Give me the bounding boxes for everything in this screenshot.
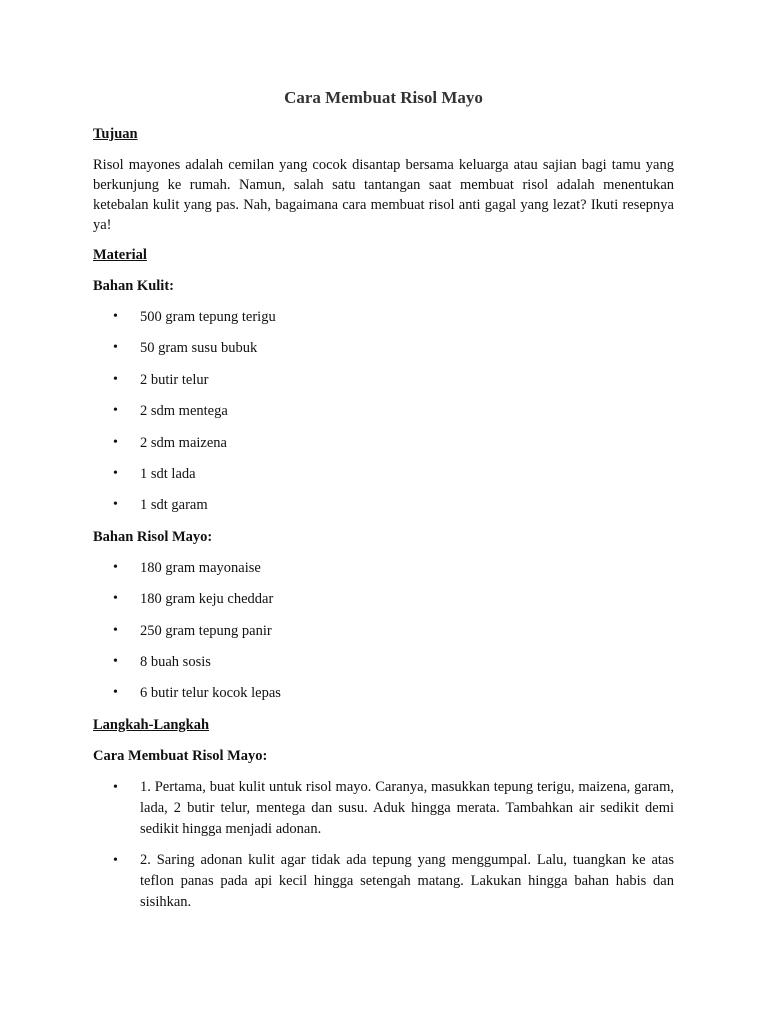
list-item xyxy=(93,307,674,327)
list-item-text: 180 gram keju cheddar xyxy=(140,591,274,608)
bahan-risol-heading: Bahan Risol Mayo: xyxy=(93,528,213,545)
list-item xyxy=(93,558,674,578)
list-item-text: 2 butir telur xyxy=(140,371,209,388)
steps-list xyxy=(93,777,674,913)
list-item xyxy=(93,589,674,609)
bullet-icon: • xyxy=(113,465,118,481)
step-text: 1. Pertama, buat kulit untuk risol mayo. Caranya, masukkan tepung terigu, maizena, garam, lada, 2 butir telur, mentega dan susu. Aduk hingga merata. Tambahkan air sedikit demi sedikit hingga menjadi adonan. xyxy=(140,778,674,837)
bullet-icon: • xyxy=(113,403,118,419)
bullet-icon: • xyxy=(113,309,118,324)
tujuan-heading: Tujuan xyxy=(93,126,138,142)
bullet-icon: • xyxy=(113,559,118,575)
list-item-text: 250 gram tepung panir xyxy=(140,622,272,639)
bahan-risol-list xyxy=(93,558,674,704)
list-item-text: 2 sdm maizena xyxy=(140,434,227,451)
bullet-icon: • xyxy=(113,622,118,638)
list-item-text: 1 sdt lada xyxy=(140,465,196,482)
bullet-icon: • xyxy=(113,434,118,450)
bullet-icon: • xyxy=(113,340,118,356)
page-title: Cara Membuat Risol Mayo xyxy=(284,88,483,107)
bullet-icon: • xyxy=(113,653,118,669)
bullet-icon: • xyxy=(113,371,118,387)
langkah-heading: Langkah-Langkah xyxy=(93,716,210,733)
bullet-icon: • xyxy=(113,591,118,607)
cara-membuat-heading: Cara Membuat Risol Mayo: xyxy=(93,747,268,764)
bahan-kulit-heading: Bahan Kulit: xyxy=(93,278,174,294)
step-item xyxy=(93,777,674,840)
bullet-icon: • xyxy=(113,685,118,701)
list-item xyxy=(93,433,674,453)
material-heading: Material xyxy=(93,247,147,263)
bullet-icon: • xyxy=(113,497,118,513)
bahan-kulit-list xyxy=(93,307,674,515)
list-item-text: 8 buah sosis xyxy=(140,653,211,670)
list-item xyxy=(93,370,674,390)
list-item-text: 2 sdm mentega xyxy=(140,403,228,420)
document-page xyxy=(93,86,674,923)
step-text: 2. Saring adonan kulit agar tidak ada tepung yang menggumpal. Lalu, tuangkan ke atas teflon panas pada api kecil hingga setengah matang. Lakukan hingga bahan habis dan sisihkan. xyxy=(140,851,674,910)
list-item-text: 500 gram tepung terigu xyxy=(140,309,276,325)
list-item-text: 180 gram mayonaise xyxy=(140,559,261,576)
list-item xyxy=(93,338,674,358)
step-item xyxy=(93,850,674,913)
list-item xyxy=(93,621,674,641)
bullet-icon: • xyxy=(113,779,118,795)
list-item xyxy=(93,401,674,421)
list-item xyxy=(93,464,674,484)
list-item xyxy=(93,683,674,703)
list-item xyxy=(93,495,674,515)
list-item-text: 50 gram susu bubuk xyxy=(140,340,258,357)
bullet-icon: • xyxy=(113,852,118,868)
tujuan-paragraph: Risol mayones adalah cemilan yang cocok disantap bersama keluarga atau sajian bagi tamu yang berkunjung ke rumah. Namun, salah satu tantangan saat membuat risol adalah menentukan ketebalan kulit yang pas. Nah, bagaimana cara membuat risol anti gagal yang lezat? Ikuti resepnya ya! xyxy=(93,157,674,233)
list-item-text: 6 butir telur kocok lepas xyxy=(140,685,281,702)
list-item xyxy=(93,652,674,672)
list-item-text: 1 sdt garam xyxy=(140,497,208,514)
